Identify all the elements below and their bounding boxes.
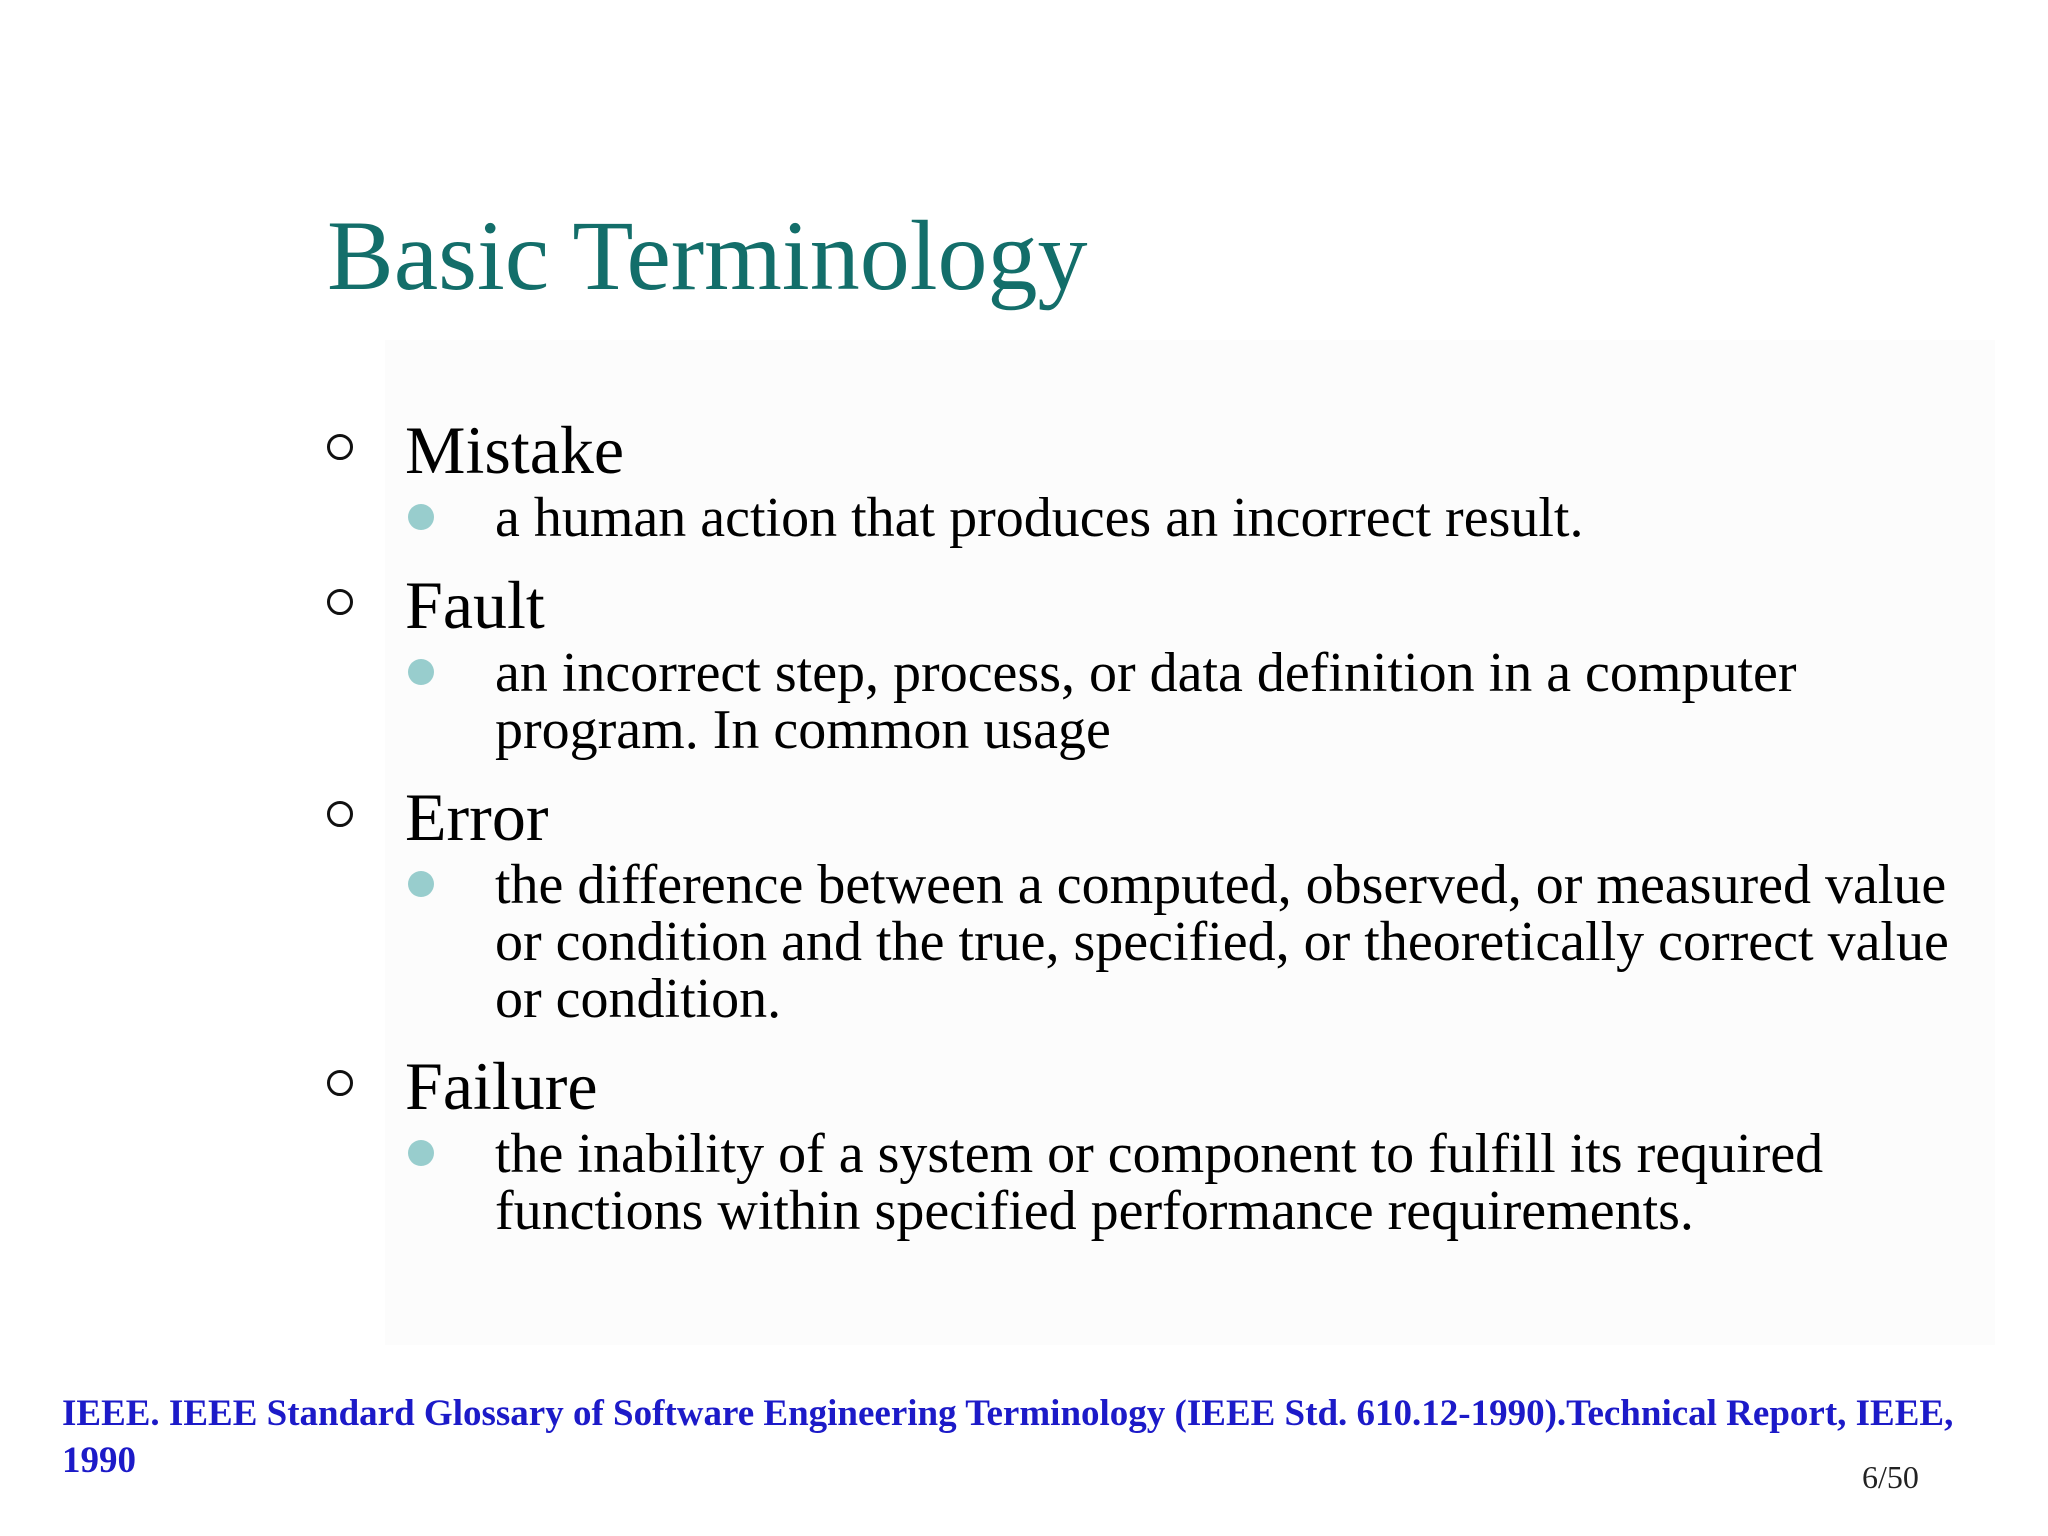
hollow-circle-icon	[327, 1070, 353, 1096]
definition-item	[405, 854, 1975, 1030]
filled-dot-icon	[408, 871, 434, 897]
definition-list	[405, 1123, 1987, 1242]
definition-text: a human action that produces an incorrect result.	[495, 487, 1584, 549]
term-item-fault	[327, 565, 1987, 759]
definition-item	[405, 642, 1975, 761]
term-name: Failure	[405, 1048, 598, 1124]
slide-title: Basic Terminology	[327, 200, 1088, 311]
term-name: Fault	[405, 567, 545, 643]
term-item-failure	[327, 1046, 1987, 1240]
definition-list	[405, 854, 1987, 1030]
hollow-circle-icon	[327, 589, 353, 615]
definition-text: the difference between a computed, observed, or measured value or condition and the true, specified, or theoretically correct value or condition.	[495, 854, 1949, 1030]
filled-dot-icon	[408, 659, 434, 685]
term-name: Error	[405, 779, 549, 855]
definition-text: an incorrect step, process, or data definition in a computer program. In common usage	[495, 642, 1797, 761]
page-number: 6/50	[1862, 1459, 1919, 1495]
definition-list	[405, 642, 1987, 761]
definition-text: the inability of a system or component to fulfill its required functions within specified performance requirements.	[495, 1123, 1824, 1242]
filled-dot-icon	[408, 1140, 434, 1166]
filled-dot-icon	[408, 504, 434, 530]
definition-list	[405, 487, 1987, 549]
term-item-error	[327, 777, 1987, 1028]
term-list	[327, 410, 1987, 1240]
hollow-circle-icon	[327, 801, 353, 827]
definition-item	[405, 487, 1975, 549]
citation-footnote: IEEE. IEEE Standard Glossary of Software Engineering Terminology (IEEE Std. 610.12-1990).Technical Report, IEEE, 1990	[62, 1393, 1954, 1481]
definition-item	[405, 1123, 1975, 1242]
term-item-mistake	[327, 410, 1987, 547]
hollow-circle-icon	[327, 434, 353, 460]
term-name: Mistake	[405, 412, 625, 488]
